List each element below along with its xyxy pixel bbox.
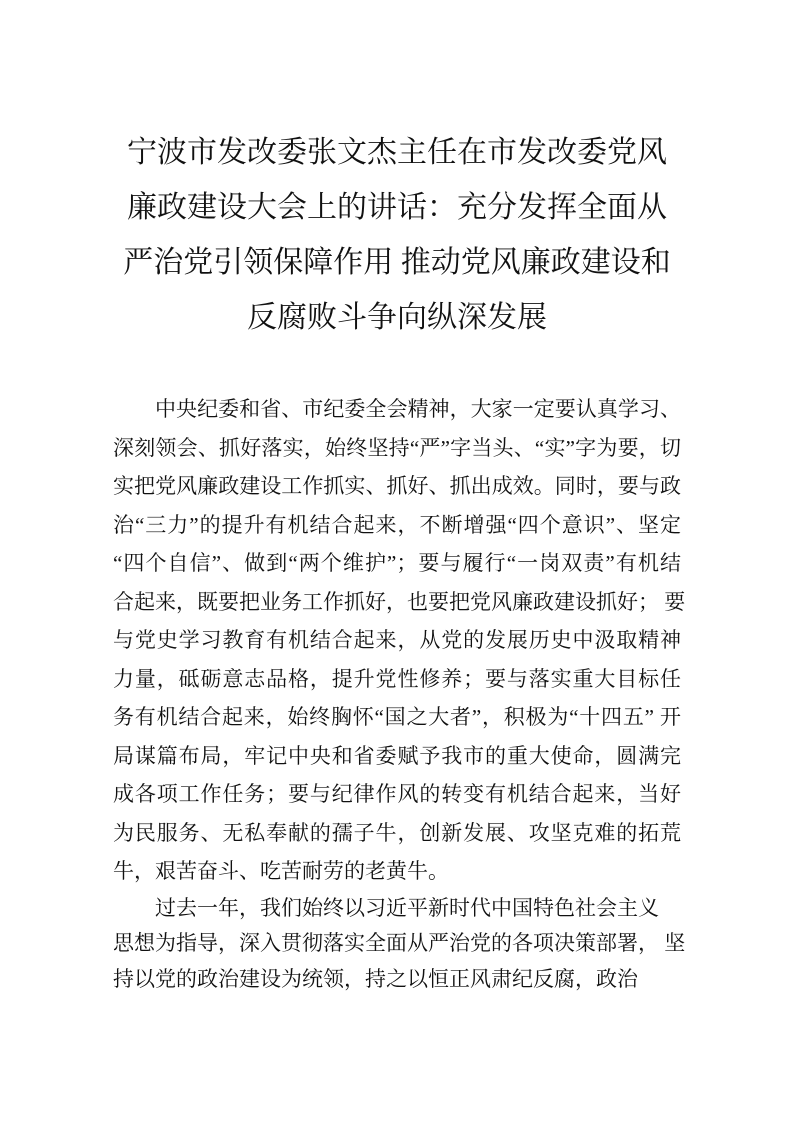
body-text-line: “四个自信”、做到“两个维护”；要与履行“一岗双责”有机结 (113, 551, 681, 575)
body-text-line: 与党史学习教育有机结合起来，从党的发展历史中汲取精神 (113, 628, 681, 652)
body-text-line: 过去一年，我们始终以习近平新时代中国特色社会主义 (155, 895, 659, 920)
document-title-line: 反腐败斗争向纵深发展 (247, 301, 547, 334)
paragraph (113, 390, 686, 891)
body-text-line: 务有机结合起来，始终胸怀“国之大者”，积极为“十四五” 开 (113, 705, 681, 729)
document-title (113, 125, 681, 345)
body-text-line: 治“三力”的提升有机结合起来，不断增强“四个意识”、坚定 (113, 512, 681, 537)
body-text-line: 为民服务、无私奉献的孺子牛，创新发展、攻坚克难的拓荒 (113, 820, 681, 845)
body-text-line: 合起来，既要把业务工作抓好，也要把党风廉政建设抓好； 要 (113, 589, 686, 614)
body-text-line: 中央纪委和省、市纪委全会精神，大家一定要认真学习、 (155, 397, 681, 421)
paragraph (113, 891, 686, 998)
body-text-line: 实把党风廉政建设工作抓实、抓好、抓出成效。同时，要与政 (113, 474, 681, 498)
document-body (113, 390, 686, 997)
body-text-line: 力量，砥砺意志品格，提升党性修养；要与落实重大目标任 (113, 666, 681, 691)
body-text-line: 成各项工作任务；要与纪律作风的转变有机结合起来，当好 (113, 782, 681, 806)
document-title-line: 宁波市发改委张文杰主任在市发改委党风 (127, 136, 667, 169)
body-text-line: 思想为指导，深入贯彻落实全面从严治党的各项决策部署， 坚 (113, 931, 686, 955)
document-title-line: 严治党引领保障作用 推动党风廉政建设和 (123, 246, 671, 279)
body-text-line: 持以党的政治建设为统领，持之以恒正风肃纪反腐，政治 (113, 966, 638, 991)
body-text-line: 牛，艰苦奋斗、吃苦耐劳的老黄牛。 (113, 859, 449, 883)
document-title-line: 廉政建设大会上的讲话：充分发挥全面从 (127, 191, 667, 224)
body-text-line: 深刻领会、抓好落实，始终坚持“严”字当头、“实”字为要，切 (113, 435, 681, 460)
body-text-line: 局谋篇布局，牢记中央和省委赋予我市的重大使命，圆满完 (113, 743, 681, 768)
